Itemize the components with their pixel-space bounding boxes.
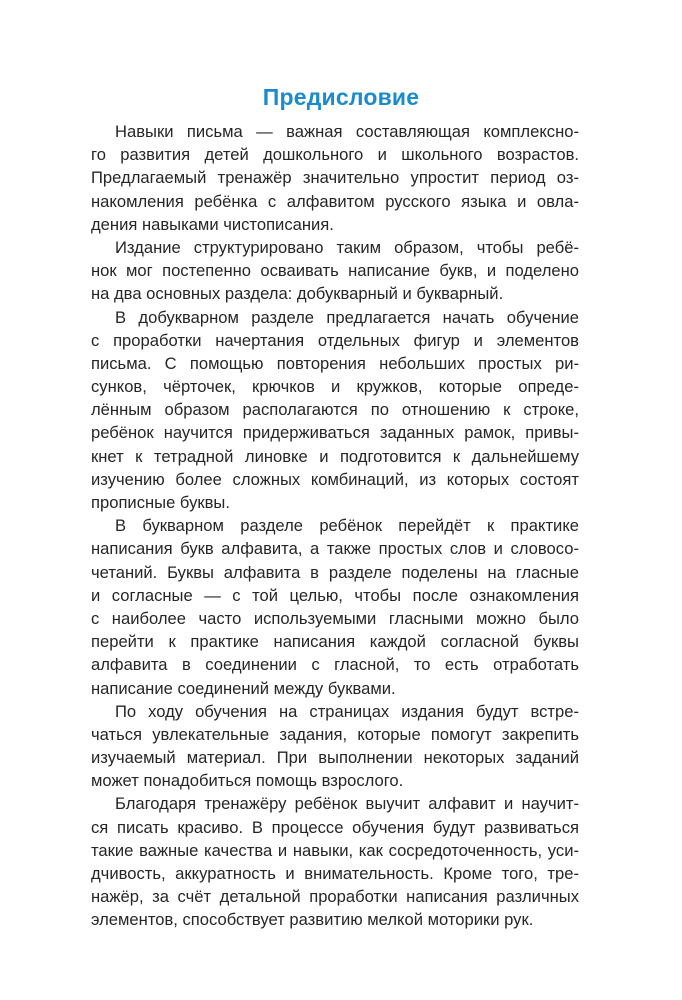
body-text [91, 120, 579, 932]
text-line: чаться увлекательные задания, которые помогут закрепить [91, 724, 579, 744]
text-line: изучению более сложных комбинаций, из которых состоят [91, 469, 579, 489]
text-line: ся писать красиво. В процессе обучения будут развиваться [91, 817, 579, 837]
text-line: кнет к тетрадной линовке и подготовится к дальнейшему [91, 446, 579, 466]
text-line: В букварном разделе ребёнок перейдёт к практике [115, 516, 579, 536]
text-line: прописные буквы. [91, 493, 230, 512]
text-line: накомления ребёнка с алфавитом русского языка и овла- [91, 191, 579, 211]
text-line: написания букв алфавита, а также простых слов и словосо- [91, 539, 579, 559]
text-line: нажёр, за счёт детальной проработки написания различных [91, 887, 579, 907]
text-line: алфавита в соединении с гласной, то есть отработать [91, 655, 579, 675]
text-line: четаний. Буквы алфавита в разделе поделены на гласные [91, 562, 579, 582]
paragraph-4 [91, 514, 579, 700]
text-line: Навыки письма — важная составляющая комплексно- [115, 122, 579, 141]
page-title: Предисловие [262, 84, 420, 110]
text-line: Издание структурировано таким образом, чтобы ребё- [115, 237, 579, 257]
text-line: с наиболее часто используемыми гласными можно было [91, 608, 579, 628]
text-line: лённым образом располагаются по отношению к строке, [91, 400, 579, 420]
text-line: с проработки начертания отдельных фигур и элементов [91, 330, 579, 350]
text-line: перейти к практике написания каждой согласной буквы [91, 632, 579, 652]
text-line: го развития детей дошкольного и школьного возрастов. [91, 145, 579, 165]
text-line: изучаемый материал. При выполнении некоторых заданий [91, 748, 579, 768]
paragraph-6 [91, 792, 579, 931]
text-line: дения навыками чистописания. [91, 214, 334, 234]
paragraph-5 [91, 700, 579, 793]
paragraph-3 [91, 306, 579, 515]
text-line: и согласные — с той целью, чтобы после ознакомления [91, 585, 579, 605]
text-line: нок мог постепенно осваивать написание букв, и поделено [91, 261, 579, 281]
text-line: такие важные качества и навыки, как сосредоточенность, уси- [91, 840, 579, 860]
text-line: элементов, способствует развитию мелкой моторики рук. [91, 910, 534, 930]
text-line: на два основных раздела: добукварный и букварный. [91, 284, 504, 304]
text-line: написание соединений между буквами. [91, 678, 396, 698]
text-line: В добукварном разделе предлагается начать обучение [115, 307, 579, 327]
paragraph-2 [91, 236, 579, 306]
text-line: сунков, чёрточек, крючков и кружков, которые опреде- [91, 377, 579, 397]
text-line: По ходу обучения на страницах издания будут встре- [115, 701, 579, 721]
paragraph-1 [91, 120, 579, 236]
text-line: может понадобиться помощь взрослого. [91, 771, 404, 791]
text-line: письма. С помощью повторения небольших простых ри- [91, 353, 579, 373]
text-line: Предлагаемый тренажёр значительно упростит период оз- [91, 168, 579, 188]
text-line: Благодаря тренажёру ребёнок выучит алфавит и научит- [115, 794, 579, 814]
text-line: ребёнок научится придерживаться заданных рамок, привы- [91, 423, 579, 443]
text-line: дчивость, аккуратность и внимательность. Кроме того, тре- [91, 864, 579, 883]
